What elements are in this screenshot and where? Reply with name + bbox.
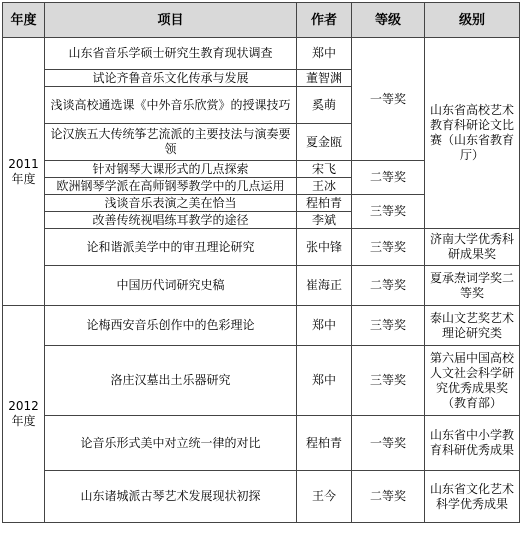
- project-cell: 欧洲钢琴学派在高师钢琴教学中的几点运用: [45, 178, 297, 195]
- grade-cell: 二等奖: [352, 471, 425, 523]
- grade-cell-first: 一等奖: [352, 38, 425, 161]
- author-cell: 郑中: [297, 346, 352, 416]
- level-cell: 山东省文化艺术科学优秀成果: [425, 471, 520, 523]
- project-cell: 改善传统视唱练耳教学的途径: [45, 212, 297, 229]
- level-cell: 第六届中国高校人文社会科学研究优秀成果奖（教育部）: [425, 346, 520, 416]
- project-cell: 浅谈音乐表演之美在恰当: [45, 195, 297, 212]
- project-cell: 中国历代词研究史稿: [45, 266, 297, 306]
- grade-cell-second: 二等奖: [352, 161, 425, 195]
- author-cell: 夏金瓯: [297, 124, 352, 161]
- project-cell: 山东省音乐学硕士研究生教育现状调查: [45, 38, 297, 70]
- year-2012-line2: 年度: [11, 414, 36, 428]
- project-cell: 浅谈高校通选课《中外音乐欣赏》的授课技巧: [45, 87, 297, 124]
- year-2011-line1: 2011: [8, 156, 39, 171]
- author-cell: 郑中: [297, 38, 352, 70]
- year-2012-cell: [3, 306, 45, 523]
- grade-cell: 二等奖: [352, 266, 425, 306]
- header-project: 项目: [45, 3, 297, 38]
- grade-cell: 三等奖: [352, 229, 425, 266]
- table-row: [3, 471, 520, 523]
- grade-cell: 一等奖: [352, 416, 425, 471]
- author-cell: 程柏青: [297, 195, 352, 212]
- grade-cell: 三等奖: [352, 306, 425, 346]
- level-cell: 济南大学优秀科研成果奖: [425, 229, 520, 266]
- author-cell: 王冰: [297, 178, 352, 195]
- author-cell: 李斌: [297, 212, 352, 229]
- author-cell: 董智渊: [297, 70, 352, 87]
- level-cell-group: 山东省高校艺术教育科研论文比赛（山东省教育厅）: [425, 38, 520, 229]
- project-cell: 论汉族五大传统筝艺流派的主要技法与演奏要领: [45, 124, 297, 161]
- grade-cell: 三等奖: [352, 346, 425, 416]
- header-author: 作者: [297, 3, 352, 38]
- level-cell: 夏承焘词学奖二等奖: [425, 266, 520, 306]
- level-cell: 泰山文艺奖艺术理论研究类: [425, 306, 520, 346]
- header-level: 级别: [425, 3, 520, 38]
- table-row: [3, 416, 520, 471]
- project-cell: 试论齐鲁音乐文化传承与发展: [45, 70, 297, 87]
- header-row: [3, 3, 520, 38]
- project-cell: 论梅西安音乐创作中的色彩理论: [45, 306, 297, 346]
- author-cell: 奚萌: [297, 87, 352, 124]
- table-row: [3, 266, 520, 306]
- level-cell: 山东省中小学教育科研优秀成果: [425, 416, 520, 471]
- grade-cell-third: 三等奖: [352, 195, 425, 229]
- project-cell: 针对钢琴大课形式的几点探索: [45, 161, 297, 178]
- author-cell: 宋飞: [297, 161, 352, 178]
- award-table: [2, 2, 520, 523]
- table-row: [3, 229, 520, 266]
- year-2011-line2: 年度: [11, 171, 36, 186]
- header-grade: 等级: [352, 3, 425, 38]
- author-cell: 郑中: [297, 306, 352, 346]
- table-row: [3, 346, 520, 416]
- project-cell: 论音乐形式美中对立统一律的对比: [45, 416, 297, 471]
- author-cell: 王今: [297, 471, 352, 523]
- table-row: [3, 38, 520, 70]
- header-year: 年度: [3, 3, 45, 38]
- author-cell: 崔海正: [297, 266, 352, 306]
- author-cell: 张中锋: [297, 229, 352, 266]
- year-2012-line1: 2012: [8, 399, 39, 413]
- year-2011-cell: [3, 38, 45, 306]
- project-cell: 洛庄汉墓出土乐器研究: [45, 346, 297, 416]
- project-cell: 山东诸城派古琴艺术发展现状初探: [45, 471, 297, 523]
- table-row: [3, 306, 520, 346]
- project-cell: 论和谐派美学中的审丑理论研究: [45, 229, 297, 266]
- author-cell: 程柏青: [297, 416, 352, 471]
